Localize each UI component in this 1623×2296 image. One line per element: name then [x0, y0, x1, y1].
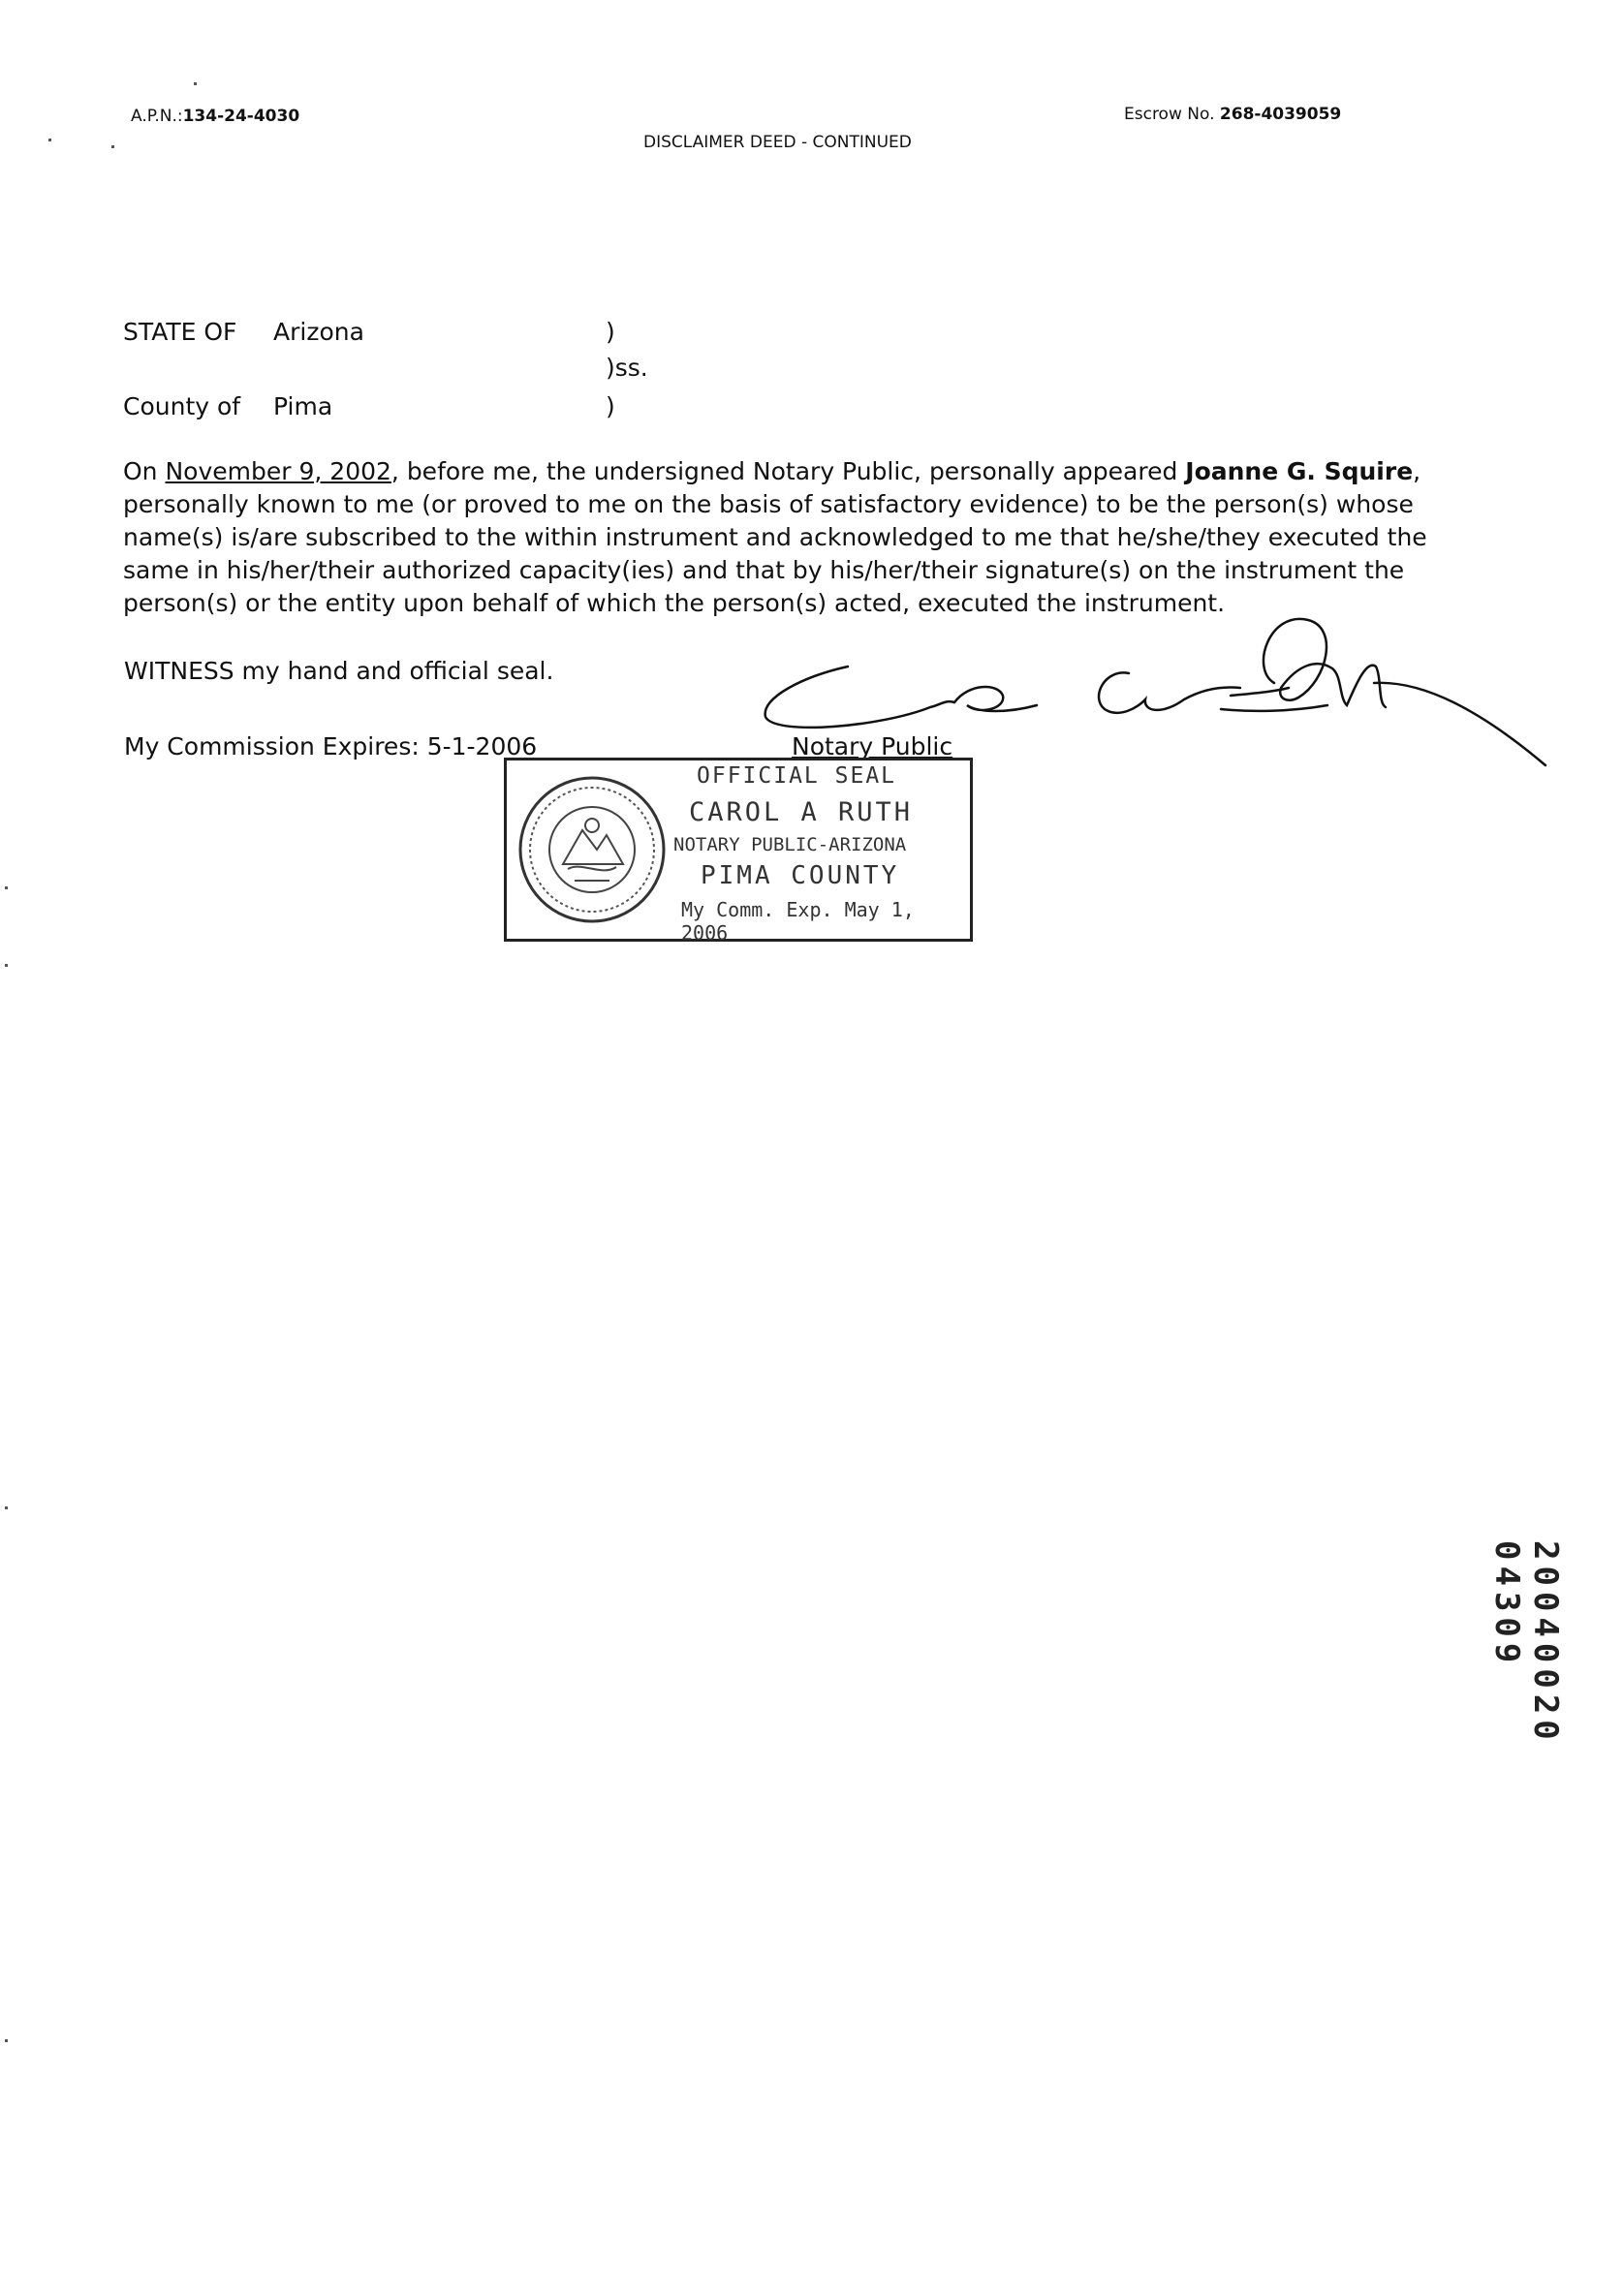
apn-label: A.P.N.:	[131, 107, 183, 126]
scan-speck	[111, 145, 114, 148]
notary-public-label	[792, 732, 952, 760]
seal-line-5: My Comm. Exp. May 1, 2006	[681, 898, 915, 945]
scan-speck	[5, 886, 8, 889]
commission-line: My Commission Expires: 5-1-2006	[124, 732, 538, 760]
escrow-value: 268-4039059	[1219, 105, 1342, 124]
ack-rest: , personally known to me (or proved to me on the basis of satisfactory evidence) to be the person(s) whose name(s) is/are subscribed to the within instrument and acknowledged to me that he/she/they executed the same in his/her/their authorized capacity(ies) and that by his/her/their signature(s) on the instrument the person(s) or the entity upon behalf of which the person(s) acted, executed the instrument.	[123, 457, 1427, 617]
scan-speck	[5, 1506, 8, 1509]
scan-speck	[5, 964, 8, 967]
ack-prefix: On	[123, 457, 158, 485]
apn-value: 134-24-4030	[182, 107, 300, 126]
escrow-label: Escrow No.	[1124, 105, 1215, 124]
apn-line	[131, 107, 299, 126]
seal-line-2: CAROL A RUTH	[689, 797, 914, 827]
seal-line-1: OFFICIAL SEAL	[697, 763, 897, 789]
state-value: Arizona	[273, 318, 364, 346]
state-label: STATE OF	[123, 318, 237, 346]
witness-line: WITNESS my hand and official seal.	[124, 657, 554, 685]
document-title: DISCLAIMER DEED - CONTINUED	[643, 133, 912, 152]
ack-person: Joanne G. Squire	[1185, 457, 1414, 485]
county-label: County of	[123, 392, 241, 420]
scan-speck	[5, 2039, 8, 2042]
recording-number-stamp	[1487, 1540, 1604, 2296]
ack-date: November 9, 2002	[165, 457, 391, 485]
state-seal-emblem-icon	[515, 772, 670, 927]
scan-speck	[194, 82, 197, 85]
scan-speck	[48, 139, 51, 141]
official-seal-stamp	[504, 758, 973, 945]
recording-number-text: 20040020 04309	[1487, 1540, 1565, 1746]
ss-label: )ss.	[606, 354, 648, 382]
venue-paren-close: )	[606, 392, 615, 420]
venue-paren-open: )	[606, 318, 615, 346]
seal-line-3: NOTARY PUBLIC-ARIZONA	[673, 834, 907, 855]
seal-line-4: PIMA COUNTY	[701, 861, 900, 890]
escrow-line	[1124, 105, 1341, 124]
ack-mid: , before me, the undersigned Notary Public, personally appeared	[390, 457, 1178, 485]
notary-public-text: Notary Public	[792, 732, 953, 760]
county-value: Pima	[273, 392, 333, 420]
